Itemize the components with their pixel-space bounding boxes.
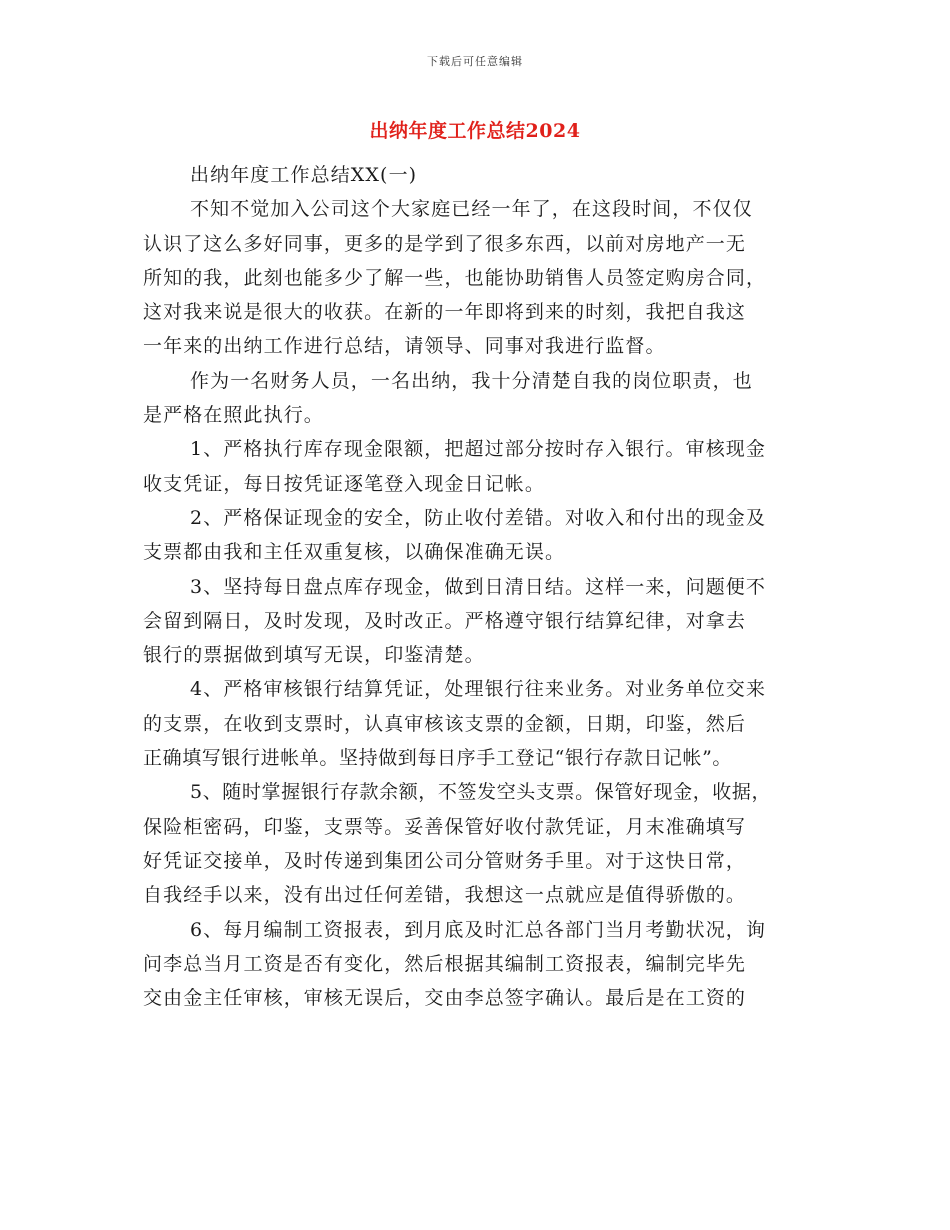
section-heading: 出纳年度工作总结XX(一) <box>190 164 418 186</box>
paragraph-line: 2、严格保证现金的安全，防止收付差错。对收入和付出的现金及 <box>190 506 766 529</box>
paragraph-line: 银行的票据做到填写无误，印鉴清楚。 <box>143 644 485 667</box>
paragraph-line: 会留到隔日，及时发现，及时改正。严格遵守银行结算纪律，对拿去 <box>143 609 747 632</box>
paragraph-line: 6、每月编制工资报表，到月底及时汇总各部门当月考勤状况，询 <box>190 918 766 941</box>
paragraph-line: 收支凭证，每日按凭证逐笔登入现金日记帐。 <box>143 472 546 495</box>
document-title: 出纳年度工作总结2024 <box>369 120 581 142</box>
paragraph-line: 3、坚持每日盘点库存现金，做到日清日结。这样一来，问题便不 <box>190 575 766 598</box>
paragraph-line: 4、严格审核银行结算凭证，处理银行往来业务。对业务单位交来 <box>190 678 766 701</box>
paragraph-line: 的支票，在收到支票时，认真审核该支票的金额，日期，印鉴，然后 <box>143 712 747 735</box>
paragraph-line: 1、严格执行库存现金限额，把超过部分按时存入银行。审核现金 <box>190 438 766 461</box>
paragraph-line: 一年来的出纳工作进行总结，请领导、同事对我进行监督。 <box>143 335 666 358</box>
paragraph-line: 自我经手以来，没有出过任何差错，我想这一点就应是值得骄傲的。 <box>143 884 747 907</box>
paragraph-line: 好凭证交接单，及时传递到集团公司分管财务手里。对于这快日常， <box>143 849 747 872</box>
paragraph-line: 作为一名财务人员，一名出纳，我十分清楚自我的岗位职责，也 <box>190 369 753 392</box>
paragraph-line: 认识了这么多好同事，更多的是学到了很多东西，以前对房地产一无 <box>143 232 747 255</box>
paragraph-line: 正确填写银行进帐单。坚持做到每日序手工登记“银行存款日记帐”。 <box>143 747 733 770</box>
paragraph-line: 不知不觉加入公司这个大家庭已经一年了，在这段时间，不仅仅 <box>190 198 753 221</box>
document-body <box>143 158 823 1015</box>
paragraph-line: 保险柜密码，印鉴，支票等。妥善保管好收付款凭证，月末准确填写 <box>143 815 747 838</box>
header-note: 下载后可任意编辑 <box>427 55 523 68</box>
paragraph-line: 所知的我，此刻也能多少了解一些，也能协助销售人员签定购房合同， <box>143 266 767 289</box>
paragraph-line: 问李总当月工资是否有变化，然后根据其编制工资报表，编制完毕先 <box>143 952 747 975</box>
paragraph-line: 5、随时掌握银行存款余额，不签发空头支票。保管好现金，收据， <box>190 781 772 804</box>
paragraph-line: 这对我来说是很大的收获。在新的一年即将到来的时刻，我把自我这 <box>143 301 747 324</box>
paragraph-line: 交由金主任审核，审核无误后，交由李总签字确认。最后是在工资的 <box>143 987 747 1010</box>
paragraph-line: 是严格在照此执行。 <box>143 404 324 427</box>
paragraph-line: 支票都由我和主任双重复核，以确保准确无误。 <box>143 541 566 564</box>
